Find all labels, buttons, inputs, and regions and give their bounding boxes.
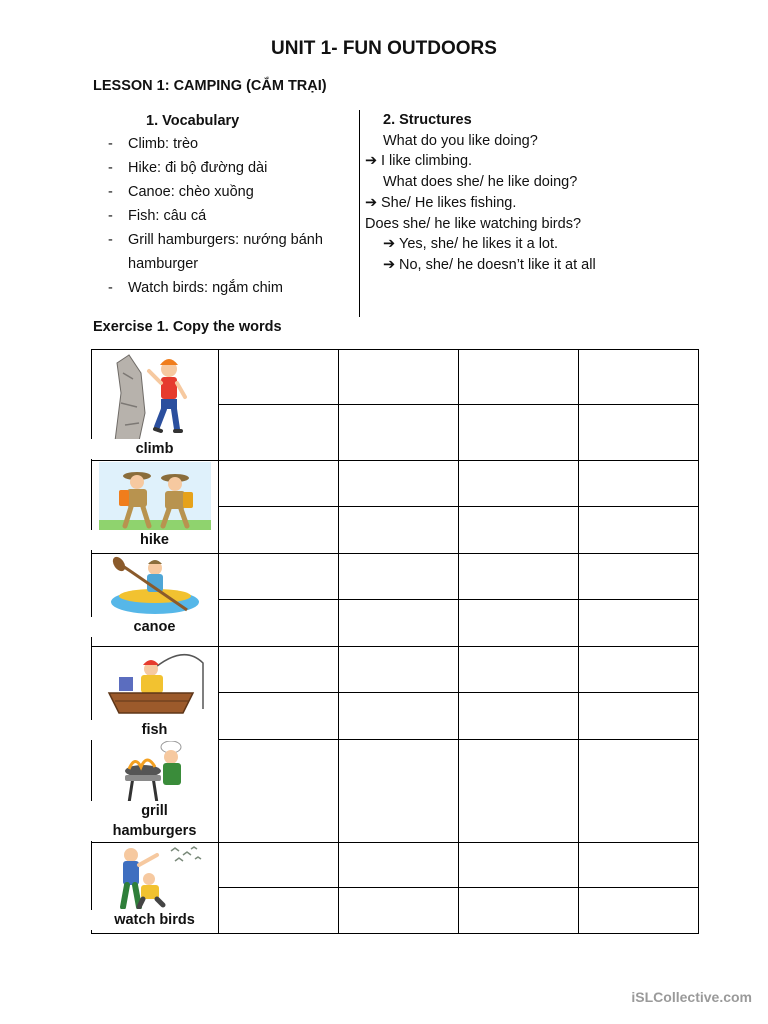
- table-border: [91, 349, 699, 350]
- row-divider: [91, 646, 699, 647]
- vocabulary-list: [108, 132, 353, 300]
- canoe-picture: [109, 554, 201, 616]
- vocab-item: - Grill hamburgers: nướng bánh hamburger: [108, 228, 353, 276]
- structure-answer: ➔ Yes, she/ he likes it a lot.: [383, 234, 735, 255]
- fishing-picture: [105, 649, 207, 719]
- exercise-heading: Exercise 1. Copy the words: [93, 319, 282, 335]
- vocab-item: - Watch birds: ngắm chim: [108, 276, 353, 300]
- structures-section: [365, 110, 735, 276]
- column-divider: [338, 349, 339, 934]
- word-label-fish: fish: [91, 720, 218, 740]
- word-label-climb: climb: [91, 439, 218, 459]
- row-divider: [91, 460, 699, 461]
- vocab-item: - Canoe: chèo xuồng: [108, 180, 353, 204]
- table-border: [91, 933, 699, 934]
- right-arrow-icon: ➔: [365, 153, 378, 170]
- right-arrow-icon: ➔: [383, 256, 396, 273]
- word-label-watch-birds: watch birds: [91, 910, 218, 930]
- structure-answer: ➔ I like climbing.: [365, 151, 735, 172]
- lesson-heading: LESSON 1: CAMPING (CẮM TRẠI): [93, 78, 327, 94]
- structure-question: Does she/ he like watching birds?: [365, 215, 582, 232]
- vocab-item: - Hike: đi bộ đường dài: [108, 156, 353, 180]
- climbing-picture: [111, 353, 191, 441]
- site-watermark: iSLCollective.com: [631, 989, 752, 1005]
- structure-answer: ➔ No, she/ he doesn’t like it at all: [383, 255, 735, 276]
- vocabulary-heading: 1. Vocabulary: [146, 113, 240, 129]
- vocab-item: - Fish: câu cá: [108, 204, 353, 228]
- copy-words-table: [91, 349, 699, 934]
- right-arrow-icon: ➔: [383, 236, 396, 253]
- word-label-canoe: canoe: [91, 617, 218, 637]
- right-arrow-icon: ➔: [365, 194, 378, 211]
- hiking-picture: [99, 462, 211, 532]
- column-divider: [359, 110, 360, 317]
- structure-question: What do you like doing?: [383, 132, 538, 149]
- word-label-grill: grill: [91, 801, 218, 821]
- watch-birds-picture: [105, 843, 209, 909]
- structure-question: What does she/ he like doing?: [383, 174, 578, 191]
- word-label-hike: hike: [91, 530, 218, 550]
- structures-heading: 2. Structures: [383, 112, 472, 128]
- column-divider: [458, 349, 459, 934]
- grill-picture: [121, 741, 191, 805]
- table-border: [698, 349, 699, 934]
- word-label-hamburgers: hamburgers: [91, 821, 218, 841]
- vocab-item: - Climb: trèo: [108, 132, 353, 156]
- page-title: UNIT 1- FUN OUTDOORS: [271, 38, 497, 59]
- table-border: [91, 349, 92, 934]
- vocabulary-section: [108, 110, 353, 300]
- structure-answer: ➔ She/ He likes fishing.: [365, 193, 735, 214]
- column-divider: [218, 349, 219, 934]
- column-divider: [578, 349, 579, 934]
